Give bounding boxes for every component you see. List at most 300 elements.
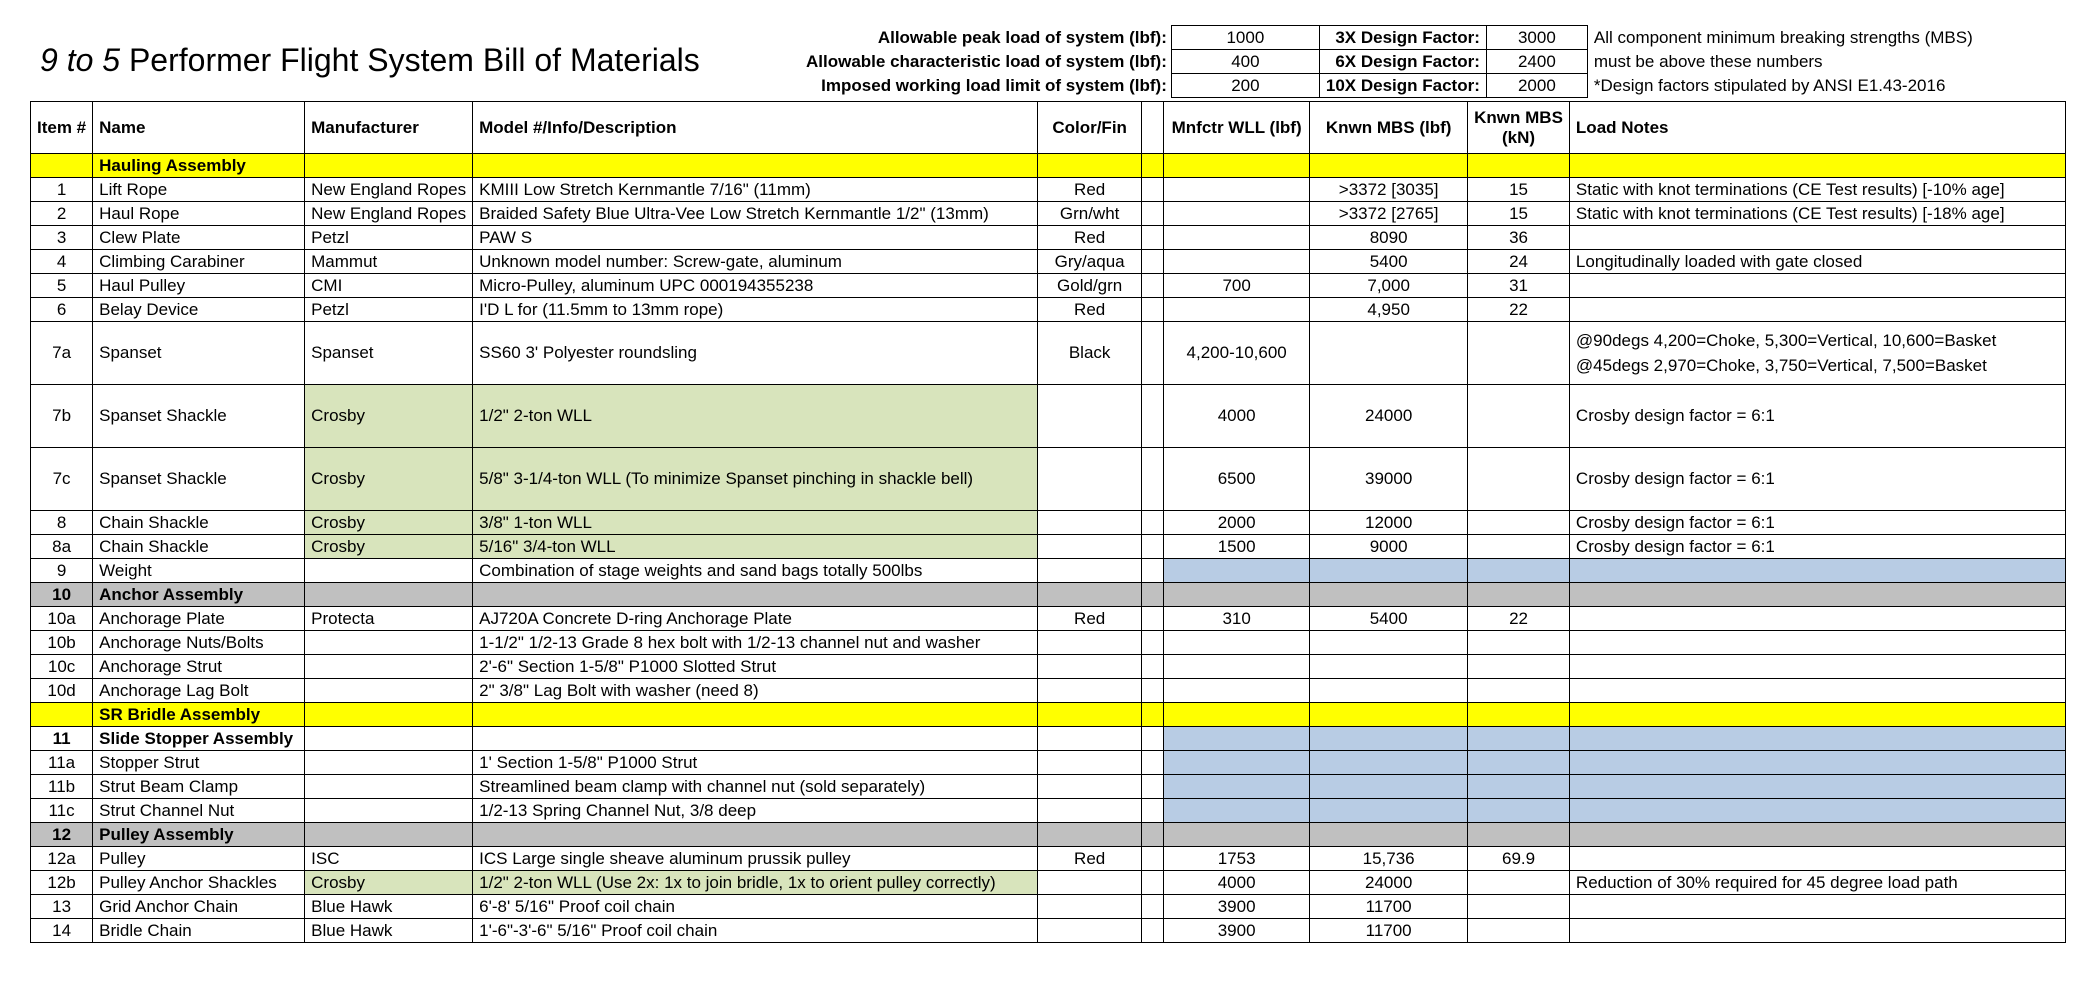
cell-item[interactable] [31, 703, 93, 727]
cell-model[interactable]: SS60 3' Polyester roundsling [473, 322, 1038, 385]
cell-color[interactable] [1038, 583, 1142, 607]
cell-model[interactable] [473, 823, 1038, 847]
cell-model[interactable]: I'D L for (11.5mm to 13mm rope) [473, 298, 1038, 322]
cell-mbs[interactable]: 39000 [1310, 448, 1468, 511]
cell-item[interactable]: 12b [31, 871, 93, 895]
cell-wll[interactable] [1164, 559, 1310, 583]
cell-mbs[interactable] [1310, 655, 1468, 679]
cell-manufacturer[interactable] [305, 727, 473, 751]
cell-manufacturer[interactable]: New England Ropes [305, 202, 473, 226]
cell-item[interactable]: 1 [31, 178, 93, 202]
cell-manufacturer[interactable]: New England Ropes [305, 178, 473, 202]
cell-mbs[interactable] [1310, 775, 1468, 799]
cell-color[interactable] [1038, 655, 1142, 679]
cell-model[interactable] [473, 703, 1038, 727]
cell-name[interactable]: Haul Pulley [93, 274, 305, 298]
design-factor-value[interactable]: 2000 [1486, 74, 1587, 98]
cell-manufacturer[interactable]: Crosby [305, 871, 473, 895]
cell-notes[interactable] [1569, 226, 2065, 250]
cell-wll[interactable] [1164, 298, 1310, 322]
cell-notes[interactable] [1569, 679, 2065, 703]
col-header-blank[interactable] [1142, 102, 1164, 154]
cell-color[interactable] [1038, 751, 1142, 775]
cell-item[interactable]: 11b [31, 775, 93, 799]
cell-manufacturer[interactable] [305, 823, 473, 847]
cell-notes[interactable] [1569, 703, 2065, 727]
cell-mbs[interactable]: 12000 [1310, 511, 1468, 535]
cell-item[interactable]: 7a [31, 322, 93, 385]
design-factor-value[interactable]: 2400 [1486, 50, 1587, 74]
cell-wll[interactable]: 4000 [1164, 871, 1310, 895]
cell-manufacturer[interactable]: Petzl [305, 226, 473, 250]
cell-name[interactable]: Spanset Shackle [93, 448, 305, 511]
cell-notes[interactable] [1569, 607, 2065, 631]
cell-model[interactable]: PAW S [473, 226, 1038, 250]
cell-color[interactable]: Grn/wht [1038, 202, 1142, 226]
cell-wll[interactable] [1164, 775, 1310, 799]
cell-model[interactable]: KMIII Low Stretch Kernmantle 7/16" (11mm) [473, 178, 1038, 202]
cell-model[interactable] [473, 583, 1038, 607]
cell-model[interactable]: Micro-Pulley, aluminum UPC 000194355238 [473, 274, 1038, 298]
cell-wll[interactable] [1164, 655, 1310, 679]
cell-wll[interactable]: 1500 [1164, 535, 1310, 559]
cell-notes[interactable] [1569, 799, 2065, 823]
cell-kn[interactable] [1468, 703, 1570, 727]
cell-notes[interactable] [1569, 727, 2065, 751]
cell-name[interactable]: Hauling Assembly [93, 154, 305, 178]
cell-blank[interactable] [1142, 298, 1164, 322]
cell-item[interactable]: 6 [31, 298, 93, 322]
cell-color[interactable]: Gold/grn [1038, 274, 1142, 298]
cell-kn[interactable] [1468, 823, 1570, 847]
cell-color[interactable] [1038, 631, 1142, 655]
cell-item[interactable]: 14 [31, 919, 93, 943]
cell-kn[interactable] [1468, 679, 1570, 703]
cell-color[interactable] [1038, 895, 1142, 919]
cell-kn[interactable] [1468, 631, 1570, 655]
load-value[interactable]: 200 [1171, 74, 1319, 98]
cell-model[interactable]: 2" 3/8" Lag Bolt with washer (need 8) [473, 679, 1038, 703]
cell-manufacturer[interactable] [305, 631, 473, 655]
col-header-name[interactable]: Name [93, 102, 305, 154]
cell-kn[interactable] [1468, 655, 1570, 679]
cell-wll[interactable]: 4000 [1164, 385, 1310, 448]
cell-kn[interactable] [1468, 727, 1570, 751]
cell-wll[interactable]: 700 [1164, 274, 1310, 298]
cell-kn[interactable] [1468, 871, 1570, 895]
cell-model[interactable]: 5/16" 3/4-ton WLL [473, 535, 1038, 559]
cell-kn[interactable]: 22 [1468, 298, 1570, 322]
cell-wll[interactable] [1164, 679, 1310, 703]
cell-item[interactable]: 10 [31, 583, 93, 607]
cell-blank[interactable] [1142, 226, 1164, 250]
cell-manufacturer[interactable] [305, 583, 473, 607]
cell-color[interactable] [1038, 448, 1142, 511]
cell-mbs[interactable]: 11700 [1310, 895, 1468, 919]
cell-blank[interactable] [1142, 274, 1164, 298]
cell-notes[interactable] [1569, 895, 2065, 919]
cell-kn[interactable]: 15 [1468, 202, 1570, 226]
cell-notes[interactable] [1569, 274, 2065, 298]
cell-blank[interactable] [1142, 799, 1164, 823]
col-header-notes[interactable]: Load Notes [1569, 102, 2065, 154]
cell-model[interactable]: 1' Section 1-5/8" P1000 Strut [473, 751, 1038, 775]
cell-notes[interactable] [1569, 823, 2065, 847]
cell-kn[interactable] [1468, 322, 1570, 385]
load-label: Allowable peak load of system (lbf): [877, 27, 1167, 47]
cell-model[interactable]: ICS Large single sheave aluminum prussik pulley [473, 847, 1038, 871]
cell-kn[interactable] [1468, 919, 1570, 943]
cell-blank[interactable] [1142, 607, 1164, 631]
cell-model[interactable]: 2'-6" Section 1-5/8" P1000 Slotted Strut [473, 655, 1038, 679]
cell-kn[interactable] [1468, 154, 1570, 178]
cell-mbs[interactable] [1310, 727, 1468, 751]
cell-name[interactable]: Lift Rope [93, 178, 305, 202]
cell-name[interactable]: Strut Beam Clamp [93, 775, 305, 799]
cell-manufacturer[interactable]: Crosby [305, 535, 473, 559]
cell-notes[interactable] [1569, 751, 2065, 775]
cell-wll[interactable] [1164, 631, 1310, 655]
cell-blank[interactable] [1142, 775, 1164, 799]
cell-mbs[interactable] [1310, 823, 1468, 847]
cell-blank[interactable] [1142, 250, 1164, 274]
cell-manufacturer[interactable] [305, 679, 473, 703]
cell-item[interactable]: 4 [31, 250, 93, 274]
cell-wll[interactable] [1164, 202, 1310, 226]
cell-notes[interactable]: Crosby design factor = 6:1 [1569, 511, 2065, 535]
cell-blank[interactable] [1142, 823, 1164, 847]
cell-mbs[interactable]: 9000 [1310, 535, 1468, 559]
cell-blank[interactable] [1142, 448, 1164, 511]
cell-item[interactable]: 8 [31, 511, 93, 535]
cell-name[interactable]: Pulley Anchor Shackles [93, 871, 305, 895]
cell-wll[interactable]: 4,200-10,600 [1164, 322, 1310, 385]
cell-model[interactable]: Streamlined beam clamp with channel nut (sold separately) [473, 775, 1038, 799]
cell-model[interactable] [473, 727, 1038, 751]
cell-blank[interactable] [1142, 679, 1164, 703]
cell-color[interactable]: Gry/aqua [1038, 250, 1142, 274]
cell-blank[interactable] [1142, 655, 1164, 679]
col-header-kn[interactable] [1468, 102, 1570, 154]
cell-item[interactable]: 10d [31, 679, 93, 703]
cell-mbs[interactable] [1310, 799, 1468, 823]
cell-wll[interactable] [1164, 703, 1310, 727]
cell-wll[interactable]: 3900 [1164, 919, 1310, 943]
cell-name[interactable]: Chain Shackle [93, 511, 305, 535]
design-factor-label[interactable]: 3X Design Factor: [1319, 26, 1486, 50]
cell-color[interactable]: Red [1038, 178, 1142, 202]
cell-notes[interactable] [1569, 559, 2065, 583]
cell-model[interactable]: Combination of stage weights and sand bags totally 500lbs [473, 559, 1038, 583]
cell-blank[interactable] [1142, 322, 1164, 385]
cell-notes[interactable]: Static with knot terminations (CE Test results) [-10% age] [1569, 178, 2065, 202]
cell-name[interactable]: Strut Channel Nut [93, 799, 305, 823]
cell-item[interactable] [31, 154, 93, 178]
cell-blank[interactable] [1142, 751, 1164, 775]
cell-name[interactable]: Spanset [93, 322, 305, 385]
cell-kn[interactable]: 24 [1468, 250, 1570, 274]
cell-model[interactable]: 1/2" 2-ton WLL [473, 385, 1038, 448]
cell-item[interactable]: 12 [31, 823, 93, 847]
col-header-mbs[interactable]: Knwn MBS (lbf) [1310, 102, 1468, 154]
load-value[interactable]: 400 [1171, 50, 1319, 74]
cell-mbs[interactable] [1310, 703, 1468, 727]
cell-model[interactable]: 1-1/2" 1/2-13 Grade 8 hex bolt with 1/2-13 channel nut and washer [473, 631, 1038, 655]
cell-manufacturer[interactable]: Petzl [305, 298, 473, 322]
cell-item[interactable]: 7b [31, 385, 93, 448]
cell-kn[interactable] [1468, 895, 1570, 919]
cell-mbs[interactable]: 5400 [1310, 250, 1468, 274]
cell-kn[interactable] [1468, 751, 1570, 775]
cell-notes[interactable] [1569, 847, 2065, 871]
cell-item[interactable]: 13 [31, 895, 93, 919]
cell-color[interactable] [1038, 679, 1142, 703]
cell-model[interactable]: AJ720A Concrete D-ring Anchorage Plate [473, 607, 1038, 631]
cell-name[interactable]: Belay Device [93, 298, 305, 322]
cell-color[interactable] [1038, 154, 1142, 178]
cell-manufacturer[interactable]: Crosby [305, 385, 473, 448]
cell-item[interactable]: 10c [31, 655, 93, 679]
cell-wll[interactable] [1164, 583, 1310, 607]
cell-item[interactable]: 11 [31, 727, 93, 751]
cell-kn[interactable]: 15 [1468, 178, 1570, 202]
cell-mbs[interactable]: 5400 [1310, 607, 1468, 631]
cell-mbs[interactable] [1310, 154, 1468, 178]
cell-kn[interactable]: 36 [1468, 226, 1570, 250]
cell-kn[interactable] [1468, 448, 1570, 511]
cell-notes[interactable] [1569, 631, 2065, 655]
cell-blank[interactable] [1142, 559, 1164, 583]
cell-wll[interactable] [1164, 250, 1310, 274]
cell-blank[interactable] [1142, 895, 1164, 919]
cell-notes[interactable]: Crosby design factor = 6:1 [1569, 448, 2065, 511]
cell-color[interactable]: Red [1038, 847, 1142, 871]
cell-name[interactable]: Haul Rope [93, 202, 305, 226]
cell-notes[interactable] [1569, 154, 2065, 178]
cell-model[interactable]: 1'-6"-3'-6" 5/16" Proof coil chain [473, 919, 1038, 943]
cell-color[interactable]: Red [1038, 298, 1142, 322]
cell-notes[interactable]: Crosby design factor = 6:1 [1569, 385, 2065, 448]
cell-name[interactable]: Climbing Carabiner [93, 250, 305, 274]
cell-notes[interactable] [1569, 322, 2065, 385]
col-header-manufacturer[interactable]: Manufacturer [305, 102, 473, 154]
cell-manufacturer[interactable]: CMI [305, 274, 473, 298]
design-factor-value[interactable]: 3000 [1486, 26, 1587, 50]
cell-manufacturer[interactable]: Spanset [305, 322, 473, 385]
cell-name[interactable]: Pulley [93, 847, 305, 871]
cell-kn[interactable] [1468, 385, 1570, 448]
cell-wll[interactable] [1164, 727, 1310, 751]
cell-notes[interactable] [1569, 298, 2065, 322]
cell-kn[interactable] [1468, 535, 1570, 559]
cell-name[interactable]: SR Bridle Assembly [93, 703, 305, 727]
cell-manufacturer[interactable]: Crosby [305, 448, 473, 511]
cell-color[interactable] [1038, 385, 1142, 448]
load-value[interactable]: 1000 [1171, 26, 1319, 50]
cell-mbs[interactable] [1310, 679, 1468, 703]
col-header-item[interactable]: Item # [31, 102, 93, 154]
cell-color[interactable] [1038, 799, 1142, 823]
cell-manufacturer[interactable] [305, 751, 473, 775]
cell-manufacturer[interactable] [305, 559, 473, 583]
cell-name[interactable]: Anchorage Lag Bolt [93, 679, 305, 703]
cell-model[interactable] [473, 154, 1038, 178]
cell-item[interactable]: 3 [31, 226, 93, 250]
design-factor-label[interactable]: 6X Design Factor: [1319, 50, 1486, 74]
cell-manufacturer[interactable] [305, 775, 473, 799]
cell-blank[interactable] [1142, 202, 1164, 226]
cell-blank[interactable] [1142, 847, 1164, 871]
cell-item[interactable]: 5 [31, 274, 93, 298]
cell-kn[interactable] [1468, 799, 1570, 823]
cell-color[interactable] [1038, 823, 1142, 847]
cell-name[interactable]: Anchorage Nuts/Bolts [93, 631, 305, 655]
cell-manufacturer[interactable]: Mammut [305, 250, 473, 274]
cell-kn[interactable]: 69.9 [1468, 847, 1570, 871]
cell-mbs[interactable]: 8090 [1310, 226, 1468, 250]
cell-kn[interactable] [1468, 559, 1570, 583]
cell-notes[interactable] [1569, 583, 2065, 607]
cell-name[interactable]: Spanset Shackle [93, 385, 305, 448]
cell-blank[interactable] [1142, 871, 1164, 895]
cell-mbs[interactable]: 24000 [1310, 871, 1468, 895]
col-header-model[interactable]: Model #/Info/Description [473, 102, 1038, 154]
cell-item[interactable]: 7c [31, 448, 93, 511]
cell-manufacturer[interactable]: Crosby [305, 511, 473, 535]
cell-blank[interactable] [1142, 703, 1164, 727]
cell-mbs[interactable] [1310, 322, 1468, 385]
cell-wll[interactable]: 2000 [1164, 511, 1310, 535]
cell-blank[interactable] [1142, 535, 1164, 559]
cell-wll[interactable]: 3900 [1164, 895, 1310, 919]
cell-manufacturer[interactable]: Blue Hawk [305, 919, 473, 943]
cell-color[interactable] [1038, 511, 1142, 535]
cell-manufacturer[interactable] [305, 655, 473, 679]
cell-wll[interactable] [1164, 751, 1310, 775]
cell-manufacturer[interactable]: Protecta [305, 607, 473, 631]
cell-kn[interactable] [1468, 583, 1570, 607]
cell-color[interactable] [1038, 919, 1142, 943]
cell-name[interactable]: Anchorage Plate [93, 607, 305, 631]
cell-mbs[interactable]: 15,736 [1310, 847, 1468, 871]
cell-manufacturer[interactable]: Blue Hawk [305, 895, 473, 919]
cell-model[interactable]: 1/2" 2-ton WLL (Use 2x: 1x to join bridle, 1x to orient pulley correctly) [473, 871, 1038, 895]
cell-mbs[interactable]: 4,950 [1310, 298, 1468, 322]
cell-color[interactable] [1038, 535, 1142, 559]
cell-wll[interactable]: 6500 [1164, 448, 1310, 511]
cell-manufacturer[interactable] [305, 703, 473, 727]
cell-name[interactable]: Anchorage Strut [93, 655, 305, 679]
cell-blank[interactable] [1142, 631, 1164, 655]
cell-manufacturer[interactable] [305, 154, 473, 178]
cell-mbs[interactable]: 24000 [1310, 385, 1468, 448]
cell-item[interactable]: 2 [31, 202, 93, 226]
cell-wll[interactable] [1164, 178, 1310, 202]
cell-mbs[interactable]: >3372 [3035] [1310, 178, 1468, 202]
cell-color[interactable] [1038, 559, 1142, 583]
cell-model[interactable]: Unknown model number: Screw-gate, aluminum [473, 250, 1038, 274]
cell-name[interactable]: Clew Plate [93, 226, 305, 250]
cell-mbs[interactable] [1310, 559, 1468, 583]
cell-notes[interactable]: Reduction of 30% required for 45 degree load path [1569, 871, 2065, 895]
cell-notes[interactable] [1569, 655, 2065, 679]
cell-color[interactable] [1038, 727, 1142, 751]
cell-wll[interactable] [1164, 823, 1310, 847]
cell-color[interactable] [1038, 871, 1142, 895]
cell-mbs[interactable] [1310, 751, 1468, 775]
cell-color[interactable]: Black [1038, 322, 1142, 385]
cell-name[interactable]: Slide Stopper Assembly [93, 727, 305, 751]
cell-mbs[interactable]: >3372 [2765] [1310, 202, 1468, 226]
cell-notes[interactable] [1569, 775, 2065, 799]
cell-manufacturer[interactable] [305, 799, 473, 823]
cell-item[interactable]: 11c [31, 799, 93, 823]
cell-blank[interactable] [1142, 919, 1164, 943]
cell-kn[interactable]: 22 [1468, 607, 1570, 631]
cell-notes[interactable]: Longitudinally loaded with gate closed [1569, 250, 2065, 274]
cell-blank[interactable] [1142, 154, 1164, 178]
cell-mbs[interactable] [1310, 583, 1468, 607]
cell-blank[interactable] [1142, 583, 1164, 607]
cell-item[interactable]: 9 [31, 559, 93, 583]
cell-item[interactable]: 11a [31, 751, 93, 775]
design-factor-label[interactable]: 10X Design Factor: [1319, 74, 1486, 98]
cell-color[interactable] [1038, 775, 1142, 799]
cell-name[interactable]: Pulley Assembly [93, 823, 305, 847]
cell-kn[interactable]: 31 [1468, 274, 1570, 298]
cell-name[interactable]: Stopper Strut [93, 751, 305, 775]
cell-wll[interactable]: 310 [1164, 607, 1310, 631]
col-header-color[interactable]: Color/Fin [1038, 102, 1142, 154]
cell-model[interactable]: 1/2-13 Spring Channel Nut, 3/8 deep [473, 799, 1038, 823]
cell-notes[interactable]: Static with knot terminations (CE Test results) [-18% age] [1569, 202, 2065, 226]
cell-name[interactable]: Weight [93, 559, 305, 583]
cell-kn[interactable] [1468, 775, 1570, 799]
cell-item[interactable]: 12a [31, 847, 93, 871]
cell-kn[interactable] [1468, 511, 1570, 535]
cell-color[interactable] [1038, 703, 1142, 727]
cell-notes[interactable] [1569, 919, 2065, 943]
cell-item[interactable]: 10a [31, 607, 93, 631]
cell-blank[interactable] [1142, 385, 1164, 448]
cell-wll[interactable] [1164, 226, 1310, 250]
cell-blank[interactable] [1142, 511, 1164, 535]
cell-model[interactable]: Braided Safety Blue Ultra-Vee Low Stretch Kernmantle 1/2" (13mm) [473, 202, 1038, 226]
cell-name[interactable]: Anchor Assembly [93, 583, 305, 607]
cell-wll[interactable]: 1753 [1164, 847, 1310, 871]
cell-manufacturer[interactable]: ISC [305, 847, 473, 871]
cell-name[interactable]: Chain Shackle [93, 535, 305, 559]
cell-blank[interactable] [1142, 727, 1164, 751]
cell-model[interactable]: 3/8" 1-ton WLL [473, 511, 1038, 535]
cell-mbs[interactable] [1310, 631, 1468, 655]
cell-mbs[interactable]: 7,000 [1310, 274, 1468, 298]
cell-model[interactable]: 6'-8' 5/16" Proof coil chain [473, 895, 1038, 919]
cell-notes[interactable]: Crosby design factor = 6:1 [1569, 535, 2065, 559]
cell-name[interactable]: Grid Anchor Chain [93, 895, 305, 919]
cell-name[interactable]: Bridle Chain [93, 919, 305, 943]
cell-item[interactable]: 10b [31, 631, 93, 655]
cell-wll[interactable] [1164, 799, 1310, 823]
cell-model[interactable]: 5/8" 3-1/4-ton WLL (To minimize Spanset pinching in shackle bell) [473, 448, 1038, 511]
cell-item[interactable]: 8a [31, 535, 93, 559]
cell-wll[interactable] [1164, 154, 1310, 178]
cell-color[interactable]: Red [1038, 226, 1142, 250]
cell-mbs[interactable]: 11700 [1310, 919, 1468, 943]
cell-blank[interactable] [1142, 178, 1164, 202]
cell-color[interactable]: Red [1038, 607, 1142, 631]
col-header-wll[interactable]: Mnfctr WLL (lbf) [1164, 102, 1310, 154]
